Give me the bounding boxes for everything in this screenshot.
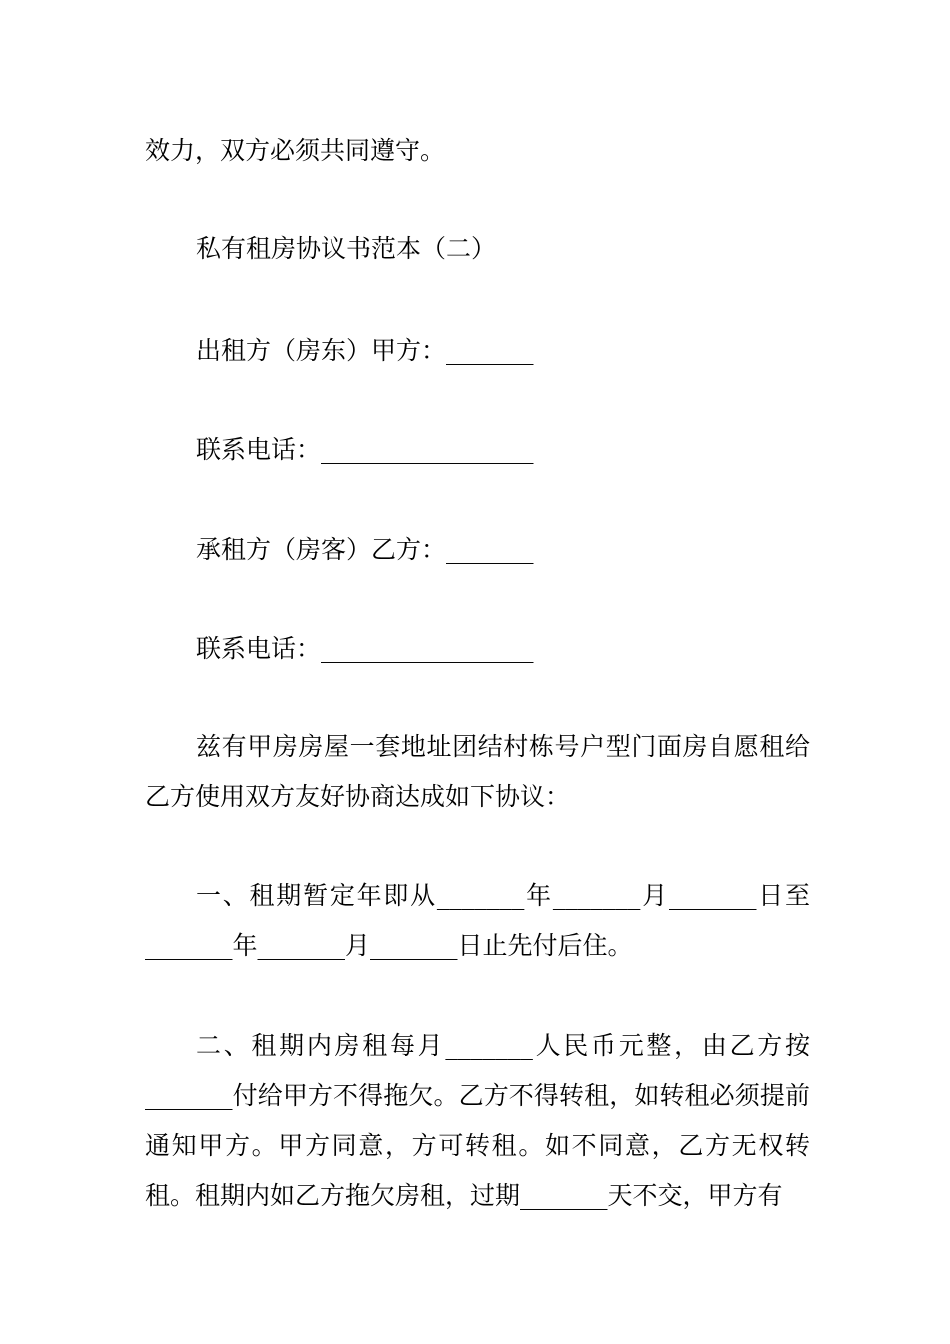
section-title: 私有租房协议书范本（二） xyxy=(196,234,497,263)
intro-paragraph: 兹有甲房房屋一套地址团结村栋号户型门面房自愿租给乙方使用双方友好协商达成如下协议： xyxy=(145,732,810,811)
landlord-phone-line: 联系电话：_________________ xyxy=(196,435,534,464)
clause-1-paragraph: 一、租期暂定年即从_______年_______月_______日至_______年_______月_______日止先付后住。 xyxy=(145,881,810,960)
tenant-line: 承租方（房客）乙方：_______ xyxy=(196,535,534,564)
tenant-phone-line: 联系电话：_________________ xyxy=(196,634,534,663)
continuation-text: 效力，双方必须共同遵守。 xyxy=(145,136,446,165)
landlord-line: 出租方（房东）甲方：_______ xyxy=(196,336,534,365)
clause-2-paragraph: 二、租期内房租每月_______人民币元整，由乙方按_______付给甲方不得拖欠。乙方不得转租，如转租必须提前通知甲方。甲方同意，方可转租。如不同意，乙方无权转租。租期内如乙方拖欠房租，过期_______天不交，甲方有 xyxy=(145,1031,810,1210)
